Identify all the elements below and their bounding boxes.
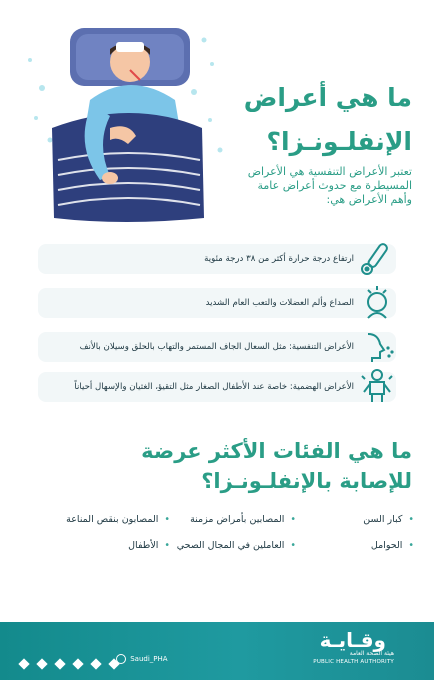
social-icon[interactable]: [109, 658, 120, 669]
logo-subtitle-en: PUBLIC HEALTH AUTHORITY: [313, 659, 394, 665]
cough-icon: [356, 326, 398, 368]
symptom-row-digestive: [38, 372, 396, 402]
symptom-text: ارتفاع درجة حرارة أكثر من ٣٨ درجة مئوية: [204, 254, 354, 264]
symptom-row-headache: [38, 288, 396, 318]
intro-text: تعتبر الأعراض التنفسية هي الأعراض المسيطرة مع حدوث أعراض عامة وأهم الأعراض هي:: [247, 165, 412, 206]
sick-person-illustration: [0, 0, 230, 230]
headache-icon: [356, 282, 398, 324]
group-item: •الأطفال: [128, 540, 170, 551]
social-icon[interactable]: [18, 658, 29, 669]
symptom-text: الصداع وألم العضلات والتعب العام الشديد: [205, 298, 354, 308]
risk-groups-title: ما هي الفئات الأكثر عرضة للإصابة بالإنفلـونـزا؟: [141, 439, 412, 493]
symptom-row-fever: [38, 244, 396, 274]
social-icon[interactable]: [91, 658, 102, 669]
logo-subtitle-ar: هيئة الصحة العامة: [349, 650, 394, 657]
group-item: •المصابين بأمراض مزمنة: [190, 514, 296, 525]
symptoms-title: ما هي أعراض الإنفلـونـزا؟: [243, 83, 412, 156]
weqaya-logo: وقـايـة: [319, 628, 386, 652]
group-item: •الحوامل: [370, 540, 414, 551]
social-handle[interactable]: Saudi_PHA: [116, 654, 168, 664]
social-icon[interactable]: [36, 658, 47, 669]
group-item: •كبار السن: [363, 514, 414, 525]
stomach-icon: [356, 366, 398, 408]
social-icon[interactable]: [73, 658, 84, 669]
social-icons: [20, 653, 123, 672]
social-icon[interactable]: [55, 658, 66, 669]
symptom-text: الأعراض الهضمية: خاصة عند الأطفال الصغار مثل التقيؤ، الغثيان والإسهال أحياناً: [74, 382, 354, 392]
symptom-text: الأعراض التنفسية: مثل السعال الجاف المستمر والتهاب بالحلق وسيلان بالأنف: [79, 342, 354, 352]
thermometer-icon: [356, 238, 398, 280]
symptom-row-respiratory: [38, 332, 396, 362]
group-item: •العاملين في المجال الصحي: [176, 540, 296, 551]
group-item: •المصابون بنقص المناعة: [66, 514, 170, 525]
